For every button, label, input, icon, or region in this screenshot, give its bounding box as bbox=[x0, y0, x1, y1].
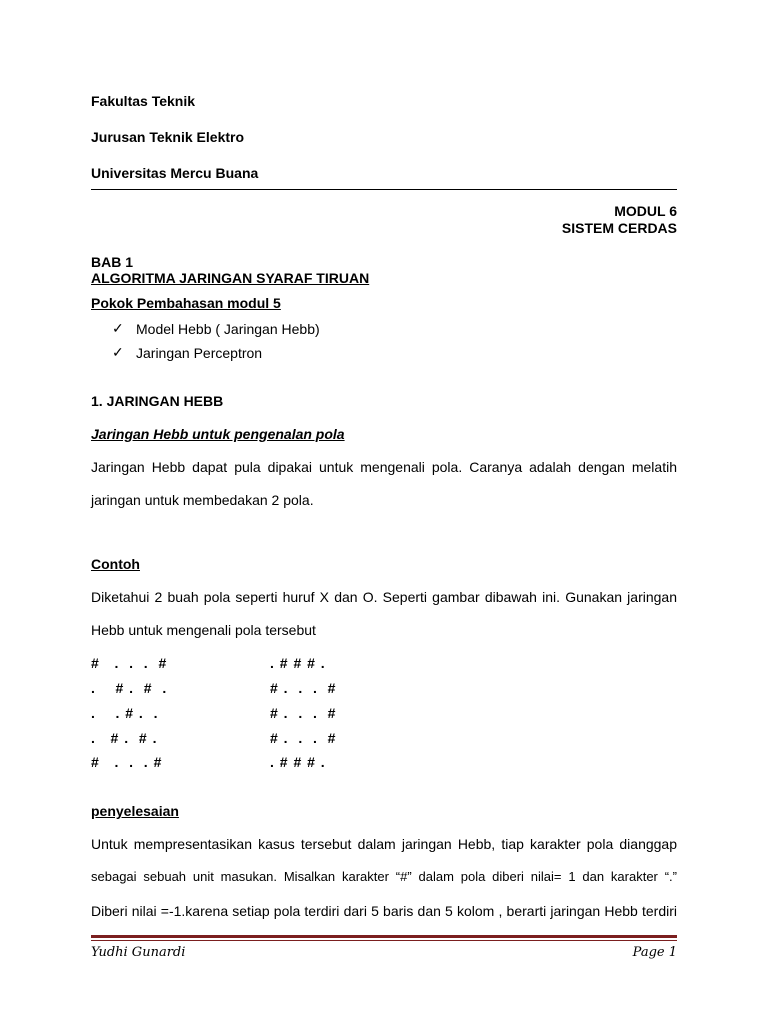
bullet-item bbox=[112, 320, 320, 337]
paragraph-line: Diketahui 2 buah pola seperti huruf X dan O. Seperti gambar dibawah ini. Gunakan jaringan bbox=[91, 589, 677, 605]
header-divider bbox=[91, 189, 677, 190]
pattern-x-row: . # . # . bbox=[91, 680, 168, 696]
paragraph-line: Jaringan Hebb dapat pula dipakai untuk mengenali pola. Caranya adalah dengan melatih bbox=[91, 459, 677, 475]
bullet-text: Jaringan Perceptron bbox=[136, 344, 263, 361]
faculty-name: Fakultas Teknik bbox=[91, 93, 196, 109]
chapter-title: ALGORITMA JARINGAN SYARAF TIRUAN bbox=[91, 270, 370, 286]
footer-divider-thin bbox=[91, 940, 677, 941]
footer-page-number: Page 1 bbox=[632, 945, 677, 960]
bullet-text: Model Hebb ( Jaringan Hebb) bbox=[136, 320, 320, 337]
pattern-x-row: # . . . # bbox=[91, 655, 168, 671]
pattern-x-row: # . . . # bbox=[91, 754, 163, 770]
solution-heading: penyelesaian bbox=[91, 803, 179, 819]
paragraph-line: Diberi nilai =-1.karena setiap pola terdiri dari 5 baris dan 5 kolom , berarti jaringan Hebb terdiri bbox=[91, 903, 677, 919]
check-icon: ✓ bbox=[112, 344, 124, 360]
department-name: Jurusan Teknik Elektro bbox=[91, 129, 245, 145]
example-heading: Contoh bbox=[91, 556, 140, 572]
footer-divider bbox=[91, 935, 677, 938]
chapter-label: BAB 1 bbox=[91, 254, 134, 270]
university-name: Universitas Mercu Buana bbox=[91, 165, 259, 181]
pattern-o-row: # . . . # bbox=[270, 730, 337, 746]
pattern-o-row: # . . . # bbox=[270, 680, 337, 696]
check-icon: ✓ bbox=[112, 320, 124, 336]
bullet-item bbox=[112, 344, 262, 361]
section-heading: 1. JARINGAN HEBB bbox=[91, 393, 224, 409]
paragraph-line: sebagai sebuah unit masukan. Misalkan karakter “#” dalam pola diberi nilai= 1 dan karakter “.” bbox=[91, 869, 677, 884]
chapter-subtitle: Pokok Pembahasan modul 5 bbox=[91, 295, 281, 311]
pattern-o-row: . # # # . bbox=[270, 754, 326, 770]
paragraph-line: Hebb untuk mengenali pola tersebut bbox=[91, 622, 316, 638]
section-subheading: Jaringan Hebb untuk pengenalan pola bbox=[91, 426, 345, 442]
pattern-o-row: . # # # . bbox=[270, 655, 326, 671]
pattern-x-row: . . # . . bbox=[91, 705, 159, 721]
pattern-x-row: . # . # . bbox=[91, 730, 158, 746]
paragraph-line: jaringan untuk membedakan 2 pola. bbox=[91, 492, 314, 508]
paragraph-line: Untuk mempresentasikan kasus tersebut dalam jaringan Hebb, tiap karakter pola dianggap bbox=[91, 836, 677, 852]
pattern-o-row: # . . . # bbox=[270, 705, 337, 721]
module-number: MODUL 6 bbox=[614, 203, 677, 219]
module-title: SISTEM CERDAS bbox=[561, 220, 677, 236]
footer-author: Yudhi Gunardi bbox=[91, 945, 186, 960]
